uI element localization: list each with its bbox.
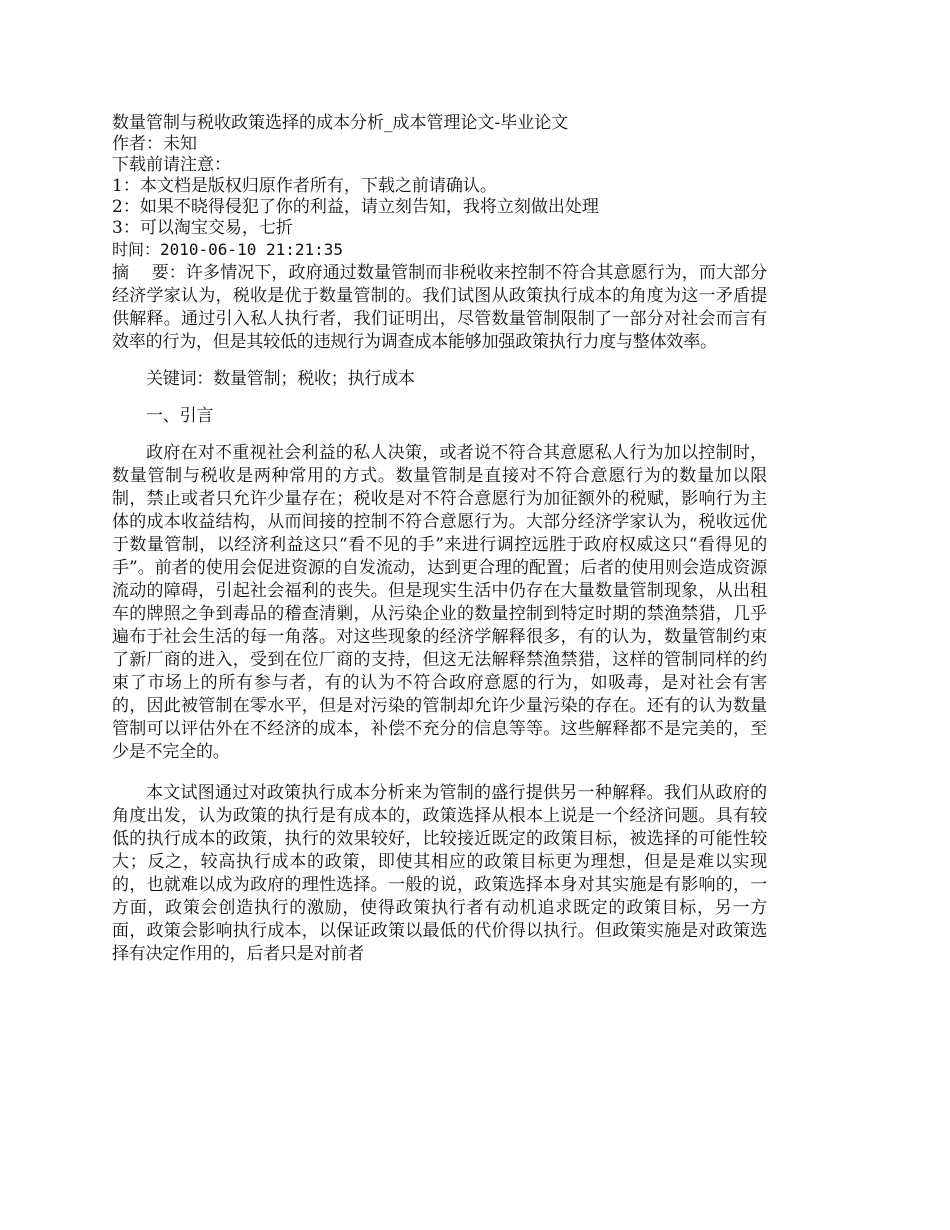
notice-item: 1：本文档是版权归原作者所有，下载之前请确认。 <box>112 176 497 196</box>
abstract: 摘 要：许多情况下，政府通过数量管制而非税收来控制不符合其意愿行为，而大部分经济学家认为，税收是优于数量管制的。我们试图从政策执行成本的角度为这一矛盾提供解释。通过引入私人执行者，我们证明出，尽管数量管制限制了一部分对社会而言有效率的行为，但是其较低的违规行为调查成本能够加强政策执行力度与整体效率。 <box>112 263 767 352</box>
notice-item: 3：可以淘宝交易，七折 <box>112 218 293 238</box>
body-paragraph: 政府在对不重视社会利益的私人决策，或者说不符合其意愿私人行为加以控制时，数量管制与税收是两种常用的方式。数量管制是直接对不符合意愿行为的数量加以限制，禁止或者只允许少量存在；税收是对不符合意愿行为加征额外的税赋，影响行为主体的成本收益结构，从而间接的控制不符合意愿行为。大部分经济学家认为，税收远优于数量管制，以经济利益这只“看不见的手”来进行调控远胜于政府权威这只“看得见的手”。前者的使用会促进资源的自发流动，达到更合理的配置；后者的使用则会造成资源流动的障碍，引起社会福利的丧失。但是现实生活中仍存在大量数量管制现象，从出租车的牌照之争到毒品的稽查清剿，从污染企业的数量控制到特定时期的禁渔禁猎，几乎遍布于社会生活的每一角落。对这些现象的经济学解释很多，有的认为，数量管制约束了新厂商的进入，受到在位厂商的支持，但这无法解释禁渔禁猎，这样的管制同样的约束了市场上的所有参与者，有的认为不符合政府意愿的行为，如吸毒，是对社会有害的，因此被管制在零水平，但是对污染的管制却允许少量污染的存在。还有的认为数量管制可以评估外在不经济的成本，补偿不充分的信息等等。这些解释都不是完美的，至少是不完全的。 <box>112 443 767 762</box>
notice-heading: 下载前请注意： <box>112 155 231 175</box>
notice-item: 2：如果不晓得侵犯了你的利益，请立刻告知，我将立刻做出处理 <box>112 197 599 217</box>
keywords: 关键词：数量管制；税收；执行成本 <box>146 369 415 389</box>
document-title: 数量管制与税收政策选择的成本分析_成本管理论文-毕业论文 <box>112 113 569 133</box>
time-line: 时间：2010-06-10 21:21:35 <box>112 240 344 259</box>
document-page <box>112 113 767 966</box>
author-line: 作者：未知 <box>112 134 197 154</box>
body-paragraph: 本文试图通过对政策执行成本分析来为管制的盛行提供另一种解释。我们从政府的角度出发，认为政策的执行是有成本的，政策选择从根本上说是一个经济问题。具有较低的执行成本的政策，执行的效果较好，比较接近既定的政策目标，被选择的可能性较大；反之，较高执行成本的政策，即使其相应的政策目标更为理想，但是是难以实现的，也就难以成为政府的理性选择。一般的说，政策选择本身对其实施是有影响的，一方面，政策会创造执行的激励，使得政策执行者有动机追求既定的政策目标，另一方面，政策会影响执行成本，以保证政策以最低的代价得以执行。但政策实施是对政策选择有决定作用的，后者只是对前者 <box>112 783 767 964</box>
section-heading: 一、引言 <box>146 406 214 426</box>
